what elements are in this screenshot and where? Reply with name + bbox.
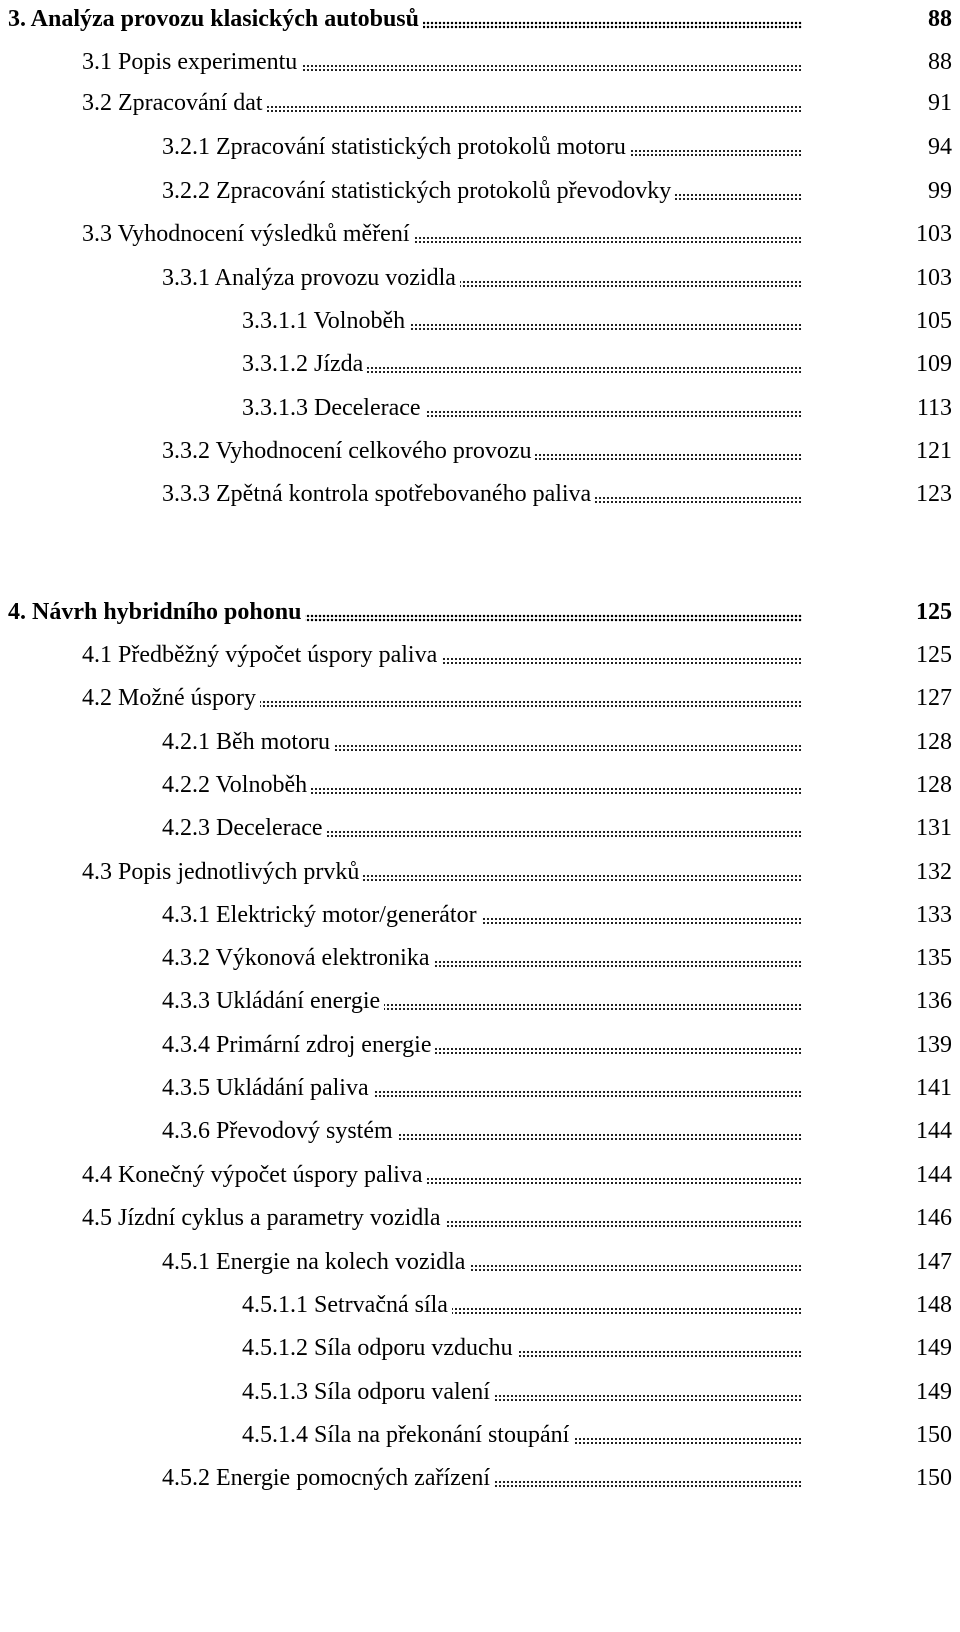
toc-entry[interactable] bbox=[0, 4, 960, 44]
toc-entry-title: 4.3.3 Ukládání energie bbox=[162, 988, 381, 1014]
toc-entry[interactable] bbox=[0, 1160, 960, 1200]
dot-leader bbox=[445, 1220, 802, 1228]
toc-entry-page-number: 141 bbox=[916, 1075, 952, 1101]
toc-entry-page-number: 109 bbox=[916, 351, 952, 377]
toc-entry-title: 3.3.1 Analýza provozu vozidla bbox=[162, 265, 456, 291]
dot-leader bbox=[367, 366, 802, 374]
toc-entry-page-number: 128 bbox=[916, 772, 952, 798]
toc-entry-page-number: 91 bbox=[928, 90, 952, 116]
toc-entry[interactable] bbox=[0, 770, 960, 810]
toc-entry-page-number: 144 bbox=[916, 1118, 952, 1144]
toc-entry[interactable] bbox=[0, 1247, 960, 1287]
toc-entry[interactable] bbox=[0, 1203, 960, 1243]
toc-entry[interactable] bbox=[0, 857, 960, 897]
toc-entry-title: 4.1 Předběžný výpočet úspory paliva bbox=[82, 642, 438, 668]
toc-entry-title: 4.2 Možné úspory bbox=[82, 685, 256, 711]
toc-entry-title: 4.2.1 Běh motoru bbox=[162, 729, 330, 755]
toc-entry[interactable] bbox=[0, 88, 960, 128]
toc-entry-page-number: 103 bbox=[916, 221, 952, 247]
toc-entry-page-number: 105 bbox=[916, 308, 952, 334]
dot-leader bbox=[452, 1307, 802, 1315]
dot-leader bbox=[327, 830, 802, 838]
toc-entry[interactable] bbox=[0, 727, 960, 767]
toc-entry-page-number: 148 bbox=[916, 1292, 952, 1318]
toc-entry[interactable] bbox=[0, 813, 960, 853]
toc-entry-title: 3. Analýza provozu klasických autobusů bbox=[8, 6, 419, 32]
dot-leader bbox=[435, 1047, 802, 1055]
toc-entry-page-number: 94 bbox=[928, 134, 952, 160]
dot-leader bbox=[434, 960, 802, 968]
dot-leader bbox=[311, 787, 802, 795]
dot-leader bbox=[305, 614, 802, 622]
dot-leader bbox=[384, 1003, 802, 1011]
toc-entry[interactable] bbox=[0, 132, 960, 172]
toc-entry-page-number: 150 bbox=[916, 1465, 952, 1491]
toc-entry-page-number: 113 bbox=[916, 395, 952, 421]
toc-entry[interactable] bbox=[0, 219, 960, 259]
dot-leader bbox=[460, 280, 802, 288]
toc-entry-page-number: 139 bbox=[916, 1032, 952, 1058]
dot-leader bbox=[494, 1394, 802, 1402]
toc-entry-title: 3.3.2 Vyhodnocení celkového provozu bbox=[162, 438, 532, 464]
toc-entry-title: 3.3.1.1 Volnoběh bbox=[242, 308, 406, 334]
toc-entry-title: 4.3.4 Primární zdroj energie bbox=[162, 1032, 432, 1058]
toc-entry[interactable] bbox=[0, 1377, 960, 1417]
toc-entry-page-number: 121 bbox=[916, 438, 952, 464]
toc-entry-title: 4.5.1.3 Síla odporu valení bbox=[242, 1379, 490, 1405]
toc-entry-page-number: 146 bbox=[916, 1205, 952, 1231]
toc-entry-page-number: 88 bbox=[928, 49, 952, 75]
dot-leader bbox=[535, 453, 802, 461]
toc-entry[interactable] bbox=[0, 1463, 960, 1503]
dot-leader bbox=[427, 1177, 802, 1185]
toc-entry-page-number: 132 bbox=[916, 859, 952, 885]
toc-entry[interactable] bbox=[0, 1290, 960, 1330]
toc-entry-title: 4.5.1 Energie na kolech vozidla bbox=[162, 1249, 466, 1275]
toc-entry[interactable] bbox=[0, 900, 960, 940]
toc-entry-title: 4. Návrh hybridního pohonu bbox=[8, 599, 302, 625]
toc-entry-page-number: 144 bbox=[916, 1162, 952, 1188]
toc-entry[interactable] bbox=[0, 47, 960, 87]
toc-entry[interactable] bbox=[0, 597, 960, 637]
toc-entry-title: 4.5 Jízdní cyklus a parametry vozidla bbox=[82, 1205, 441, 1231]
toc-entry-page-number: 103 bbox=[916, 265, 952, 291]
toc-entry[interactable] bbox=[0, 1030, 960, 1070]
dot-leader bbox=[260, 700, 802, 708]
toc-entry-title: 3.3.1.3 Decelerace bbox=[242, 395, 421, 421]
toc-entry-title: 4.5.1.2 Síla odporu vzduchu bbox=[242, 1335, 513, 1361]
toc-entry[interactable] bbox=[0, 479, 960, 519]
toc-entry[interactable] bbox=[0, 1420, 960, 1460]
dot-leader bbox=[481, 917, 802, 925]
toc-entry-title: 3.2.2 Zpracování statistických protokolů převodovky bbox=[162, 178, 672, 204]
toc-entry-page-number: 149 bbox=[916, 1379, 952, 1405]
dot-leader bbox=[494, 1480, 802, 1488]
toc-entry[interactable] bbox=[0, 683, 960, 723]
dot-leader bbox=[363, 874, 802, 882]
toc-entry[interactable] bbox=[0, 393, 960, 433]
toc-entry-page-number: 147 bbox=[916, 1249, 952, 1275]
toc-entry-title: 4.5.1.4 Síla na překonání stoupání bbox=[242, 1422, 570, 1448]
toc-entry[interactable] bbox=[0, 349, 960, 389]
toc-entry-page-number: 128 bbox=[916, 729, 952, 755]
dot-leader bbox=[334, 744, 802, 752]
toc-entry-title: 4.2.2 Volnoběh bbox=[162, 772, 308, 798]
dot-leader bbox=[675, 193, 802, 201]
dot-leader bbox=[423, 21, 802, 29]
toc-entry[interactable] bbox=[0, 986, 960, 1026]
toc-entry-page-number: 136 bbox=[916, 988, 952, 1014]
dot-leader bbox=[373, 1090, 802, 1098]
toc-entry-title: 3.2.1 Zpracování statistických protokolů motoru bbox=[162, 134, 626, 160]
toc-entry-title: 4.3 Popis jednotlivých prvků bbox=[82, 859, 360, 885]
dot-leader bbox=[469, 1264, 802, 1272]
dot-leader bbox=[267, 105, 802, 113]
toc-entry-title: 4.5.1.1 Setrvačná síla bbox=[242, 1292, 448, 1318]
toc-entry[interactable] bbox=[0, 436, 960, 476]
dot-leader bbox=[397, 1133, 802, 1141]
toc-entry-page-number: 125 bbox=[916, 599, 952, 625]
toc-entry-title: 4.3.5 Ukládání paliva bbox=[162, 1075, 369, 1101]
toc-entry-title: 3.3.1.2 Jízda bbox=[242, 351, 364, 377]
toc-entry-title: 3.3 Vyhodnocení výsledků měření bbox=[82, 221, 410, 247]
toc-entry-page-number: 131 bbox=[916, 815, 952, 841]
toc-entry-title: 3.3.3 Zpětná kontrola spotřebovaného paliva bbox=[162, 481, 592, 507]
toc-entry-title: 4.3.6 Převodový systém bbox=[162, 1118, 393, 1144]
toc-entry[interactable] bbox=[0, 306, 960, 346]
dot-leader bbox=[573, 1437, 802, 1445]
toc-entry-title: 4.4 Konečný výpočet úspory paliva bbox=[82, 1162, 423, 1188]
toc-entry-title: 4.2.3 Decelerace bbox=[162, 815, 323, 841]
toc-entry[interactable] bbox=[0, 1073, 960, 1113]
toc-entry[interactable] bbox=[0, 943, 960, 983]
toc-entry-title: 4.3.2 Výkonová elektronika bbox=[162, 945, 430, 971]
toc-entry-page-number: 123 bbox=[916, 481, 952, 507]
dot-leader bbox=[414, 236, 802, 244]
dot-leader bbox=[409, 323, 802, 331]
toc-entry-page-number: 125 bbox=[916, 642, 952, 668]
toc-entry-title: 3.1 Popis experimentu bbox=[82, 49, 298, 75]
toc-entry-page-number: 133 bbox=[916, 902, 952, 928]
dot-leader bbox=[595, 496, 802, 504]
toc-entry-page-number: 149 bbox=[916, 1335, 952, 1361]
toc-entry[interactable] bbox=[0, 263, 960, 303]
toc-entry-page-number: 127 bbox=[916, 685, 952, 711]
toc-entry[interactable] bbox=[0, 1116, 960, 1156]
toc-entry-title: 4.5.2 Energie pomocných zařízení bbox=[162, 1465, 491, 1491]
dot-leader bbox=[441, 657, 802, 665]
toc-entry[interactable] bbox=[0, 640, 960, 680]
toc-entry-page-number: 150 bbox=[916, 1422, 952, 1448]
toc-entry[interactable] bbox=[0, 176, 960, 216]
toc-entry-page-number: 99 bbox=[928, 178, 952, 204]
toc-entry-page-number: 135 bbox=[916, 945, 952, 971]
toc-entry-title: 3.2 Zpracování dat bbox=[82, 90, 263, 116]
dot-leader bbox=[517, 1350, 802, 1358]
toc-entry[interactable] bbox=[0, 1333, 960, 1373]
toc-entry-page-number: 88 bbox=[928, 6, 952, 32]
dot-leader bbox=[630, 149, 802, 157]
dot-leader bbox=[425, 410, 802, 418]
toc-entry-title: 4.3.1 Elektrický motor/generátor bbox=[162, 902, 477, 928]
dot-leader bbox=[301, 64, 802, 72]
